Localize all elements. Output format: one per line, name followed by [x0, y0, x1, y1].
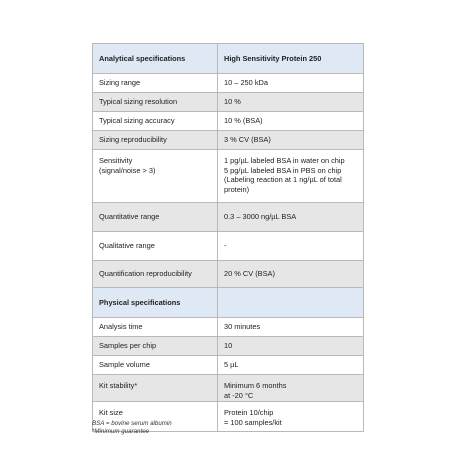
spec-value: 0.3 – 3000 ng/µL BSA	[218, 203, 364, 232]
spec-label	[93, 150, 218, 203]
spec-value: 10 %	[218, 93, 364, 112]
spec-value: 5 µL	[218, 356, 364, 375]
analytical-specifications-header	[93, 44, 364, 74]
spec-label: Analysis time	[93, 318, 218, 337]
value-line: Minimum 6 months	[224, 381, 287, 390]
spec-value	[218, 375, 364, 402]
table-row	[93, 337, 364, 356]
spec-value: -	[218, 232, 364, 261]
footnote-minimum-guarantee: *Minimum guarantee	[92, 428, 150, 435]
header-cell: Analytical specifications	[93, 44, 218, 74]
spec-label: Typical sizing accuracy	[93, 112, 218, 131]
table-row	[93, 375, 364, 402]
value-line: (Labeling reaction at 1 ng/µL of total	[224, 175, 342, 185]
value-line: 1 pg/µL labeled BSA in water on chip	[224, 156, 345, 165]
label-line: (signal/noise > 3)	[99, 165, 156, 175]
value-line: = 100 samples/kit	[224, 417, 282, 427]
spec-value: 20 % CV (BSA)	[218, 261, 364, 288]
table-row	[93, 150, 364, 203]
table-row	[93, 203, 364, 232]
spec-label: Qualitative range	[93, 232, 218, 261]
footnotes	[92, 420, 172, 436]
value-line: Protein 10/chip	[224, 408, 274, 417]
physical-specifications-header	[93, 288, 364, 318]
table-row	[93, 261, 364, 288]
spec-label: Sizing reproducibility	[93, 131, 218, 150]
table-row	[93, 232, 364, 261]
spec-value	[218, 402, 364, 432]
spec-value: 10	[218, 337, 364, 356]
footnote-bsa: BSA = bovine serum albumin	[92, 420, 172, 427]
table-row	[93, 131, 364, 150]
header-cell: High Sensitivity Protein 250	[218, 44, 364, 74]
spec-label: Quantification reproducibility	[93, 261, 218, 288]
spec-value: 3 % CV (BSA)	[218, 131, 364, 150]
spec-label: Samples per chip	[93, 337, 218, 356]
spec-value	[218, 150, 364, 203]
header-cell	[218, 288, 364, 318]
table-row	[93, 318, 364, 337]
specifications-table	[92, 43, 364, 432]
table-row	[93, 356, 364, 375]
spec-label: Sample volume	[93, 356, 218, 375]
spec-label: Typical sizing resolution	[93, 93, 218, 112]
value-line: protein)	[224, 184, 250, 194]
table-row	[93, 112, 364, 131]
value-line: at -20 °C	[224, 390, 254, 400]
spec-value: 10 % (BSA)	[218, 112, 364, 131]
spec-label: Kit size	[93, 402, 218, 432]
spec-value: 10 – 250 kDa	[218, 74, 364, 93]
table-row	[93, 93, 364, 112]
spec-label: Quantitative range	[93, 203, 218, 232]
spec-label: Kit stability*	[93, 375, 218, 402]
spec-label: Sizing range	[93, 74, 218, 93]
header-cell: Physical specifications	[93, 288, 218, 318]
label-line: Sensitivity	[99, 156, 133, 165]
table-row	[93, 74, 364, 93]
value-line: 5 pg/µL labeled BSA in PBS on chip	[224, 165, 342, 175]
spec-value: 30 minutes	[218, 318, 364, 337]
